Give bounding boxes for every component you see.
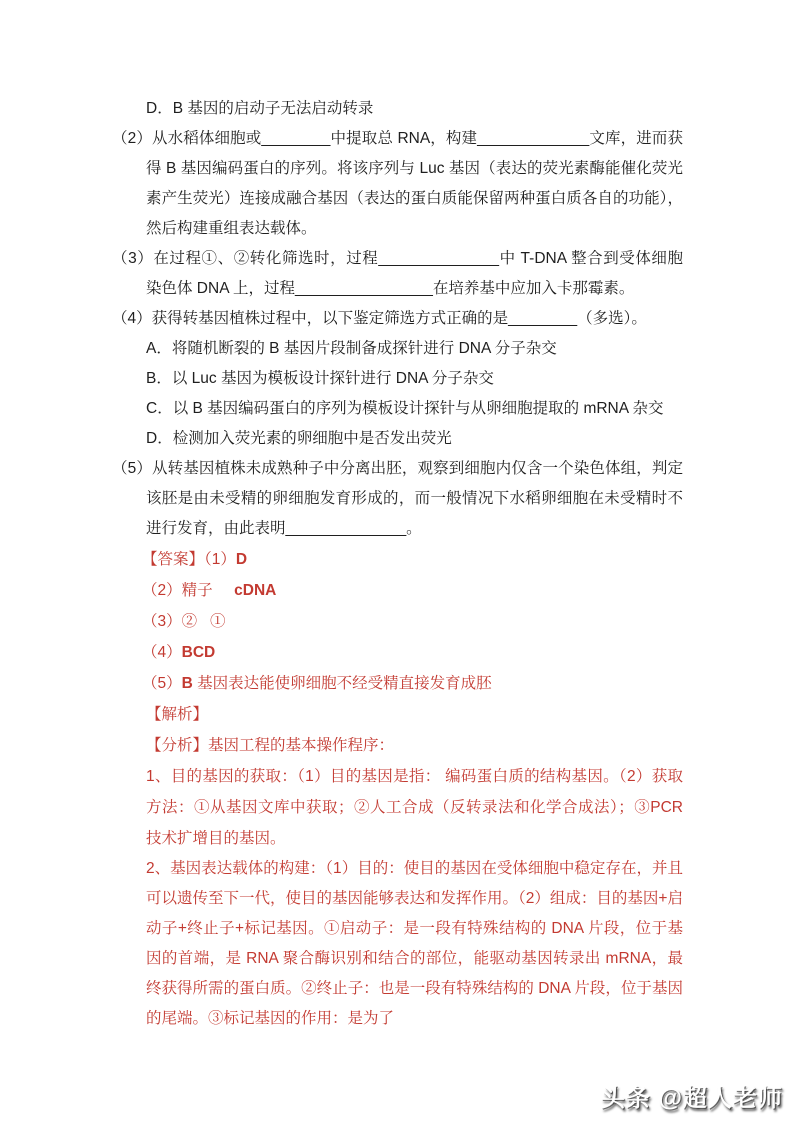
- analysis-header: 【解析】: [146, 706, 209, 723]
- answer-text-segment: 基因表达能使卵细胞不经受精直接发育成胚: [192, 675, 492, 692]
- question4-choice-d: D．检测加入荧光素的卵细胞中是否发出荧光: [146, 430, 452, 447]
- question4-choice-a: A．将随机断裂的 B 基因片段制备成探针进行 DNA 分子杂交: [146, 340, 557, 357]
- answer-text-segment: 【答案】（1）: [142, 551, 236, 568]
- watermark: 头条 @超人老师: [600, 1085, 783, 1112]
- answer-text-segment: [213, 582, 235, 599]
- question-item-4-label: （4）: [112, 310, 152, 327]
- question-item-5: [112, 454, 683, 544]
- answer-line-2: [142, 575, 683, 606]
- analysis-intro: 【分析】基因工程的基本操作程序：: [146, 737, 395, 754]
- question-item-2: [112, 124, 684, 244]
- question-item-3-label: （3）: [112, 250, 154, 267]
- answer-text-segment: ①: [210, 613, 226, 630]
- answer-text-segment: [197, 613, 210, 630]
- answer-text-segment: （5）: [142, 675, 182, 692]
- answer-text-segment: B: [181, 675, 193, 692]
- answer-text-segment: BCD: [181, 644, 216, 661]
- question-item-2-label: （2）: [112, 130, 153, 147]
- answer-line-3: [142, 606, 683, 637]
- analysis-paragraph-2: 2、基因表达载体的构建：（1）目的：使目的基因在受体细胞中稳定存在，并且可以遗传至下一代，使目的基因能够表达和发挥作用。（2）组成：目的基因+启动子+终止子+标记基因。①启动子：是一段有特殊结构的 DNA 片段，位于基因的首端，是 RNA 聚合酶识别和结合的部位，能驱动基因转录出 mRNA，最终获得所需的蛋白质。②终止子：也是一段有特殊结构的 DNA 片段，位于基因的尾端。③标记基因的作用：是为了: [146, 860, 683, 1027]
- document-content: [112, 94, 684, 1034]
- answer-text-segment: （3）②: [142, 613, 198, 630]
- answer-text-segment: （2）精子: [142, 582, 213, 599]
- question-item-3: [112, 244, 683, 304]
- answer-section: [142, 544, 683, 699]
- question-item-5-label: （5）: [112, 460, 152, 477]
- answer-text-segment: D: [235, 551, 248, 568]
- question-item-2-text: 从水稻体细胞或________中提取总 RNA，构建_____________文库，进而获得 B 基因编码蛋白的序列。将该序列与 Luc 基因（表达的荧光素酶能催化荧光素产生荧光）连接成融合基因（表达的蛋白质能保留两种蛋白质各自的功能），然后构建重组表达载体。: [146, 130, 684, 237]
- question-item-4-text: 获得转基因植株过程中，以下鉴定筛选方式正确的是________（多选）。: [151, 310, 647, 327]
- answer-line-5: [142, 668, 683, 699]
- question4-choice-c: C．以 B 基因编码蛋白的序列为模板设计探针与从卵细胞提取的 mRNA 杂交: [146, 400, 664, 417]
- analysis-paragraph-1: 1、目的基因的获取：（1）目的基因是指： 编码蛋白质的结构基因。（2）获取方法：①从基因文库中获取；②人工合成（反转录法和化学合成法）；③PCR 技术扩增目的基因。: [146, 768, 683, 847]
- question-item-4: [112, 304, 683, 334]
- answer-text-segment: cDNA: [234, 582, 277, 599]
- question-item-3-text: 在过程①、②转化筛选时，过程______________中 T-DNA 整合到受体细胞染色体 DNA 上，过程________________在培养基中应加入卡那霉素。: [146, 250, 683, 297]
- answer-line-1: [142, 544, 683, 575]
- answer-line-4: [142, 637, 683, 668]
- question-item-5-text: 从转基因植株未成熟种子中分离出胚，观察到细胞内仅含一个染色体组，判定该胚是由未受精的卵细胞发育形成的，而一般情况下水稻卵细胞在未受精时不进行发育，由此表明______________。: [146, 460, 683, 537]
- question4-choice-b: B．以 Luc 基因为模板设计探针进行 DNA 分子杂交: [146, 370, 494, 387]
- question1-option-d: D．B 基因的启动子无法启动转录: [146, 100, 374, 117]
- answer-text-segment: （4）: [142, 644, 182, 661]
